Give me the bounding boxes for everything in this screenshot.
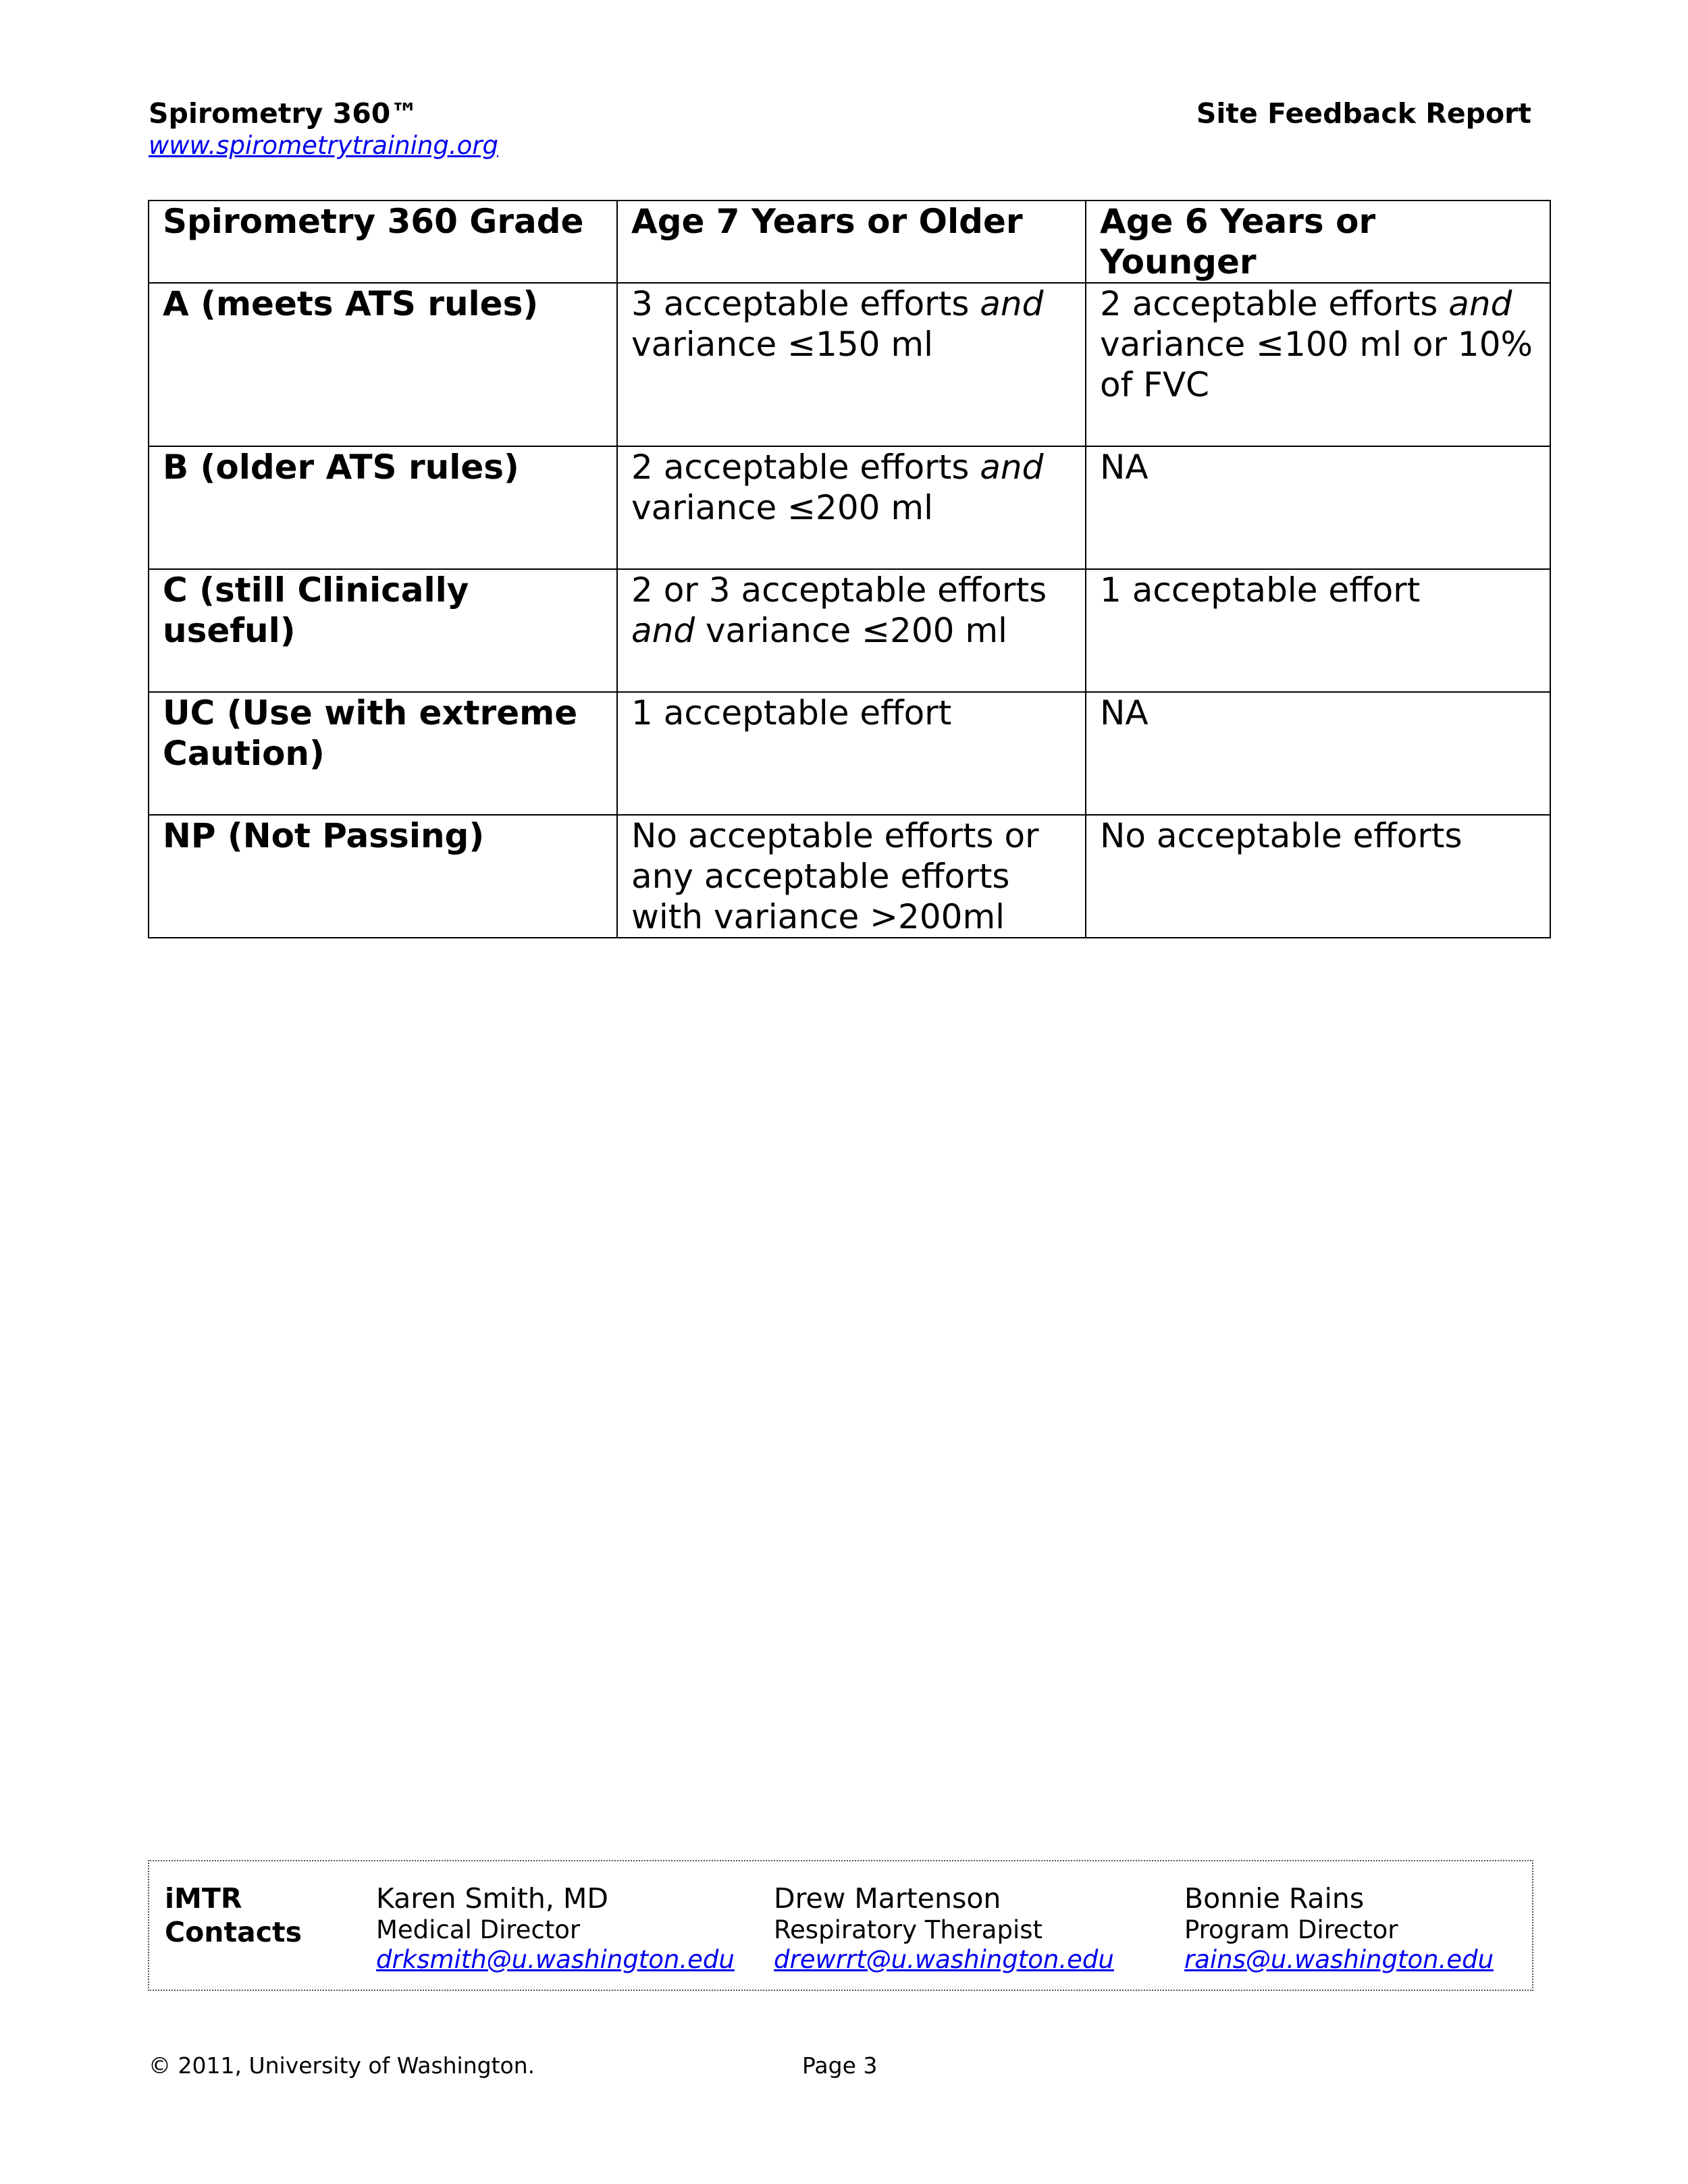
contacts-box [148, 1860, 1533, 1991]
contact-name: Karen Smith, MD [376, 1882, 608, 1915]
grade-label: NP (Not Passing) [163, 816, 485, 855]
older-cell: 1 acceptable effort [617, 692, 1086, 815]
table-header-row [149, 201, 1550, 283]
website-link[interactable]: www.spirometrytraining.org [149, 131, 498, 160]
table-row [149, 446, 1550, 569]
younger-cell: 2 acceptable efforts and variance ≤100 ml or 10% of FVC [1086, 283, 1550, 446]
header-grade: Spirometry 360 Grade [149, 201, 617, 283]
document-title: Spirometry 360™ [149, 97, 419, 130]
younger-cell: NA [1086, 692, 1550, 815]
contact-karen-smith [376, 1882, 735, 1975]
contact-role: Respiratory Therapist [774, 1915, 1043, 1944]
grade-table [148, 200, 1551, 938]
grade-label: UC (Use with extreme Caution) [163, 693, 578, 773]
copyright-text: © 2011, University of Washington. [149, 2052, 535, 2079]
grade-cell [149, 569, 617, 692]
contact-email-link[interactable]: drksmith@u.washington.edu [376, 1945, 735, 1974]
contact-name: Drew Martenson [774, 1882, 1001, 1915]
table-row [149, 692, 1550, 815]
table-row [149, 569, 1550, 692]
grade-label: C (still Clinically useful) [163, 570, 469, 650]
older-cell: 2 acceptable efforts and variance ≤200 ml [617, 446, 1086, 569]
older-cell: 3 acceptable efforts and variance ≤150 ml [617, 283, 1086, 446]
contact-email-link[interactable]: drewrrt@u.washington.edu [774, 1945, 1114, 1974]
contact-email-link[interactable]: rains@u.washington.edu [1184, 1945, 1494, 1974]
grade-cell [149, 283, 617, 446]
older-cell: 2 or 3 acceptable efforts and variance ≤200 ml [617, 569, 1086, 692]
grade-cell [149, 815, 617, 938]
table-row [149, 815, 1550, 938]
document-header [149, 97, 498, 161]
younger-cell: NA [1086, 446, 1550, 569]
contact-role: Program Director [1184, 1915, 1398, 1944]
younger-cell: 1 acceptable effort [1086, 569, 1550, 692]
report-title: Site Feedback Report [1196, 97, 1531, 130]
younger-cell: No acceptable efforts [1086, 815, 1550, 938]
page-number: Page 3 [802, 2052, 878, 2079]
contact-drew-martenson [774, 1882, 1114, 1975]
header-age-6-younger: Age 6 Years or Younger [1086, 201, 1550, 283]
grade-label: B (older ATS rules) [163, 448, 519, 487]
grade-cell [149, 692, 617, 815]
older-cell: No acceptable efforts or any acceptable efforts with variance >200ml [617, 815, 1086, 938]
contact-bonnie-rains [1184, 1882, 1494, 1975]
table-row [149, 283, 1550, 446]
grade-label: A (meets ATS rules) [163, 284, 539, 323]
grade-cell [149, 446, 617, 569]
contact-name: Bonnie Rains [1184, 1882, 1365, 1915]
header-age-7-older: Age 7 Years or Older [617, 201, 1086, 283]
contact-role: Medical Director [376, 1915, 581, 1944]
contacts-label: iMTR Contacts [165, 1882, 302, 1948]
